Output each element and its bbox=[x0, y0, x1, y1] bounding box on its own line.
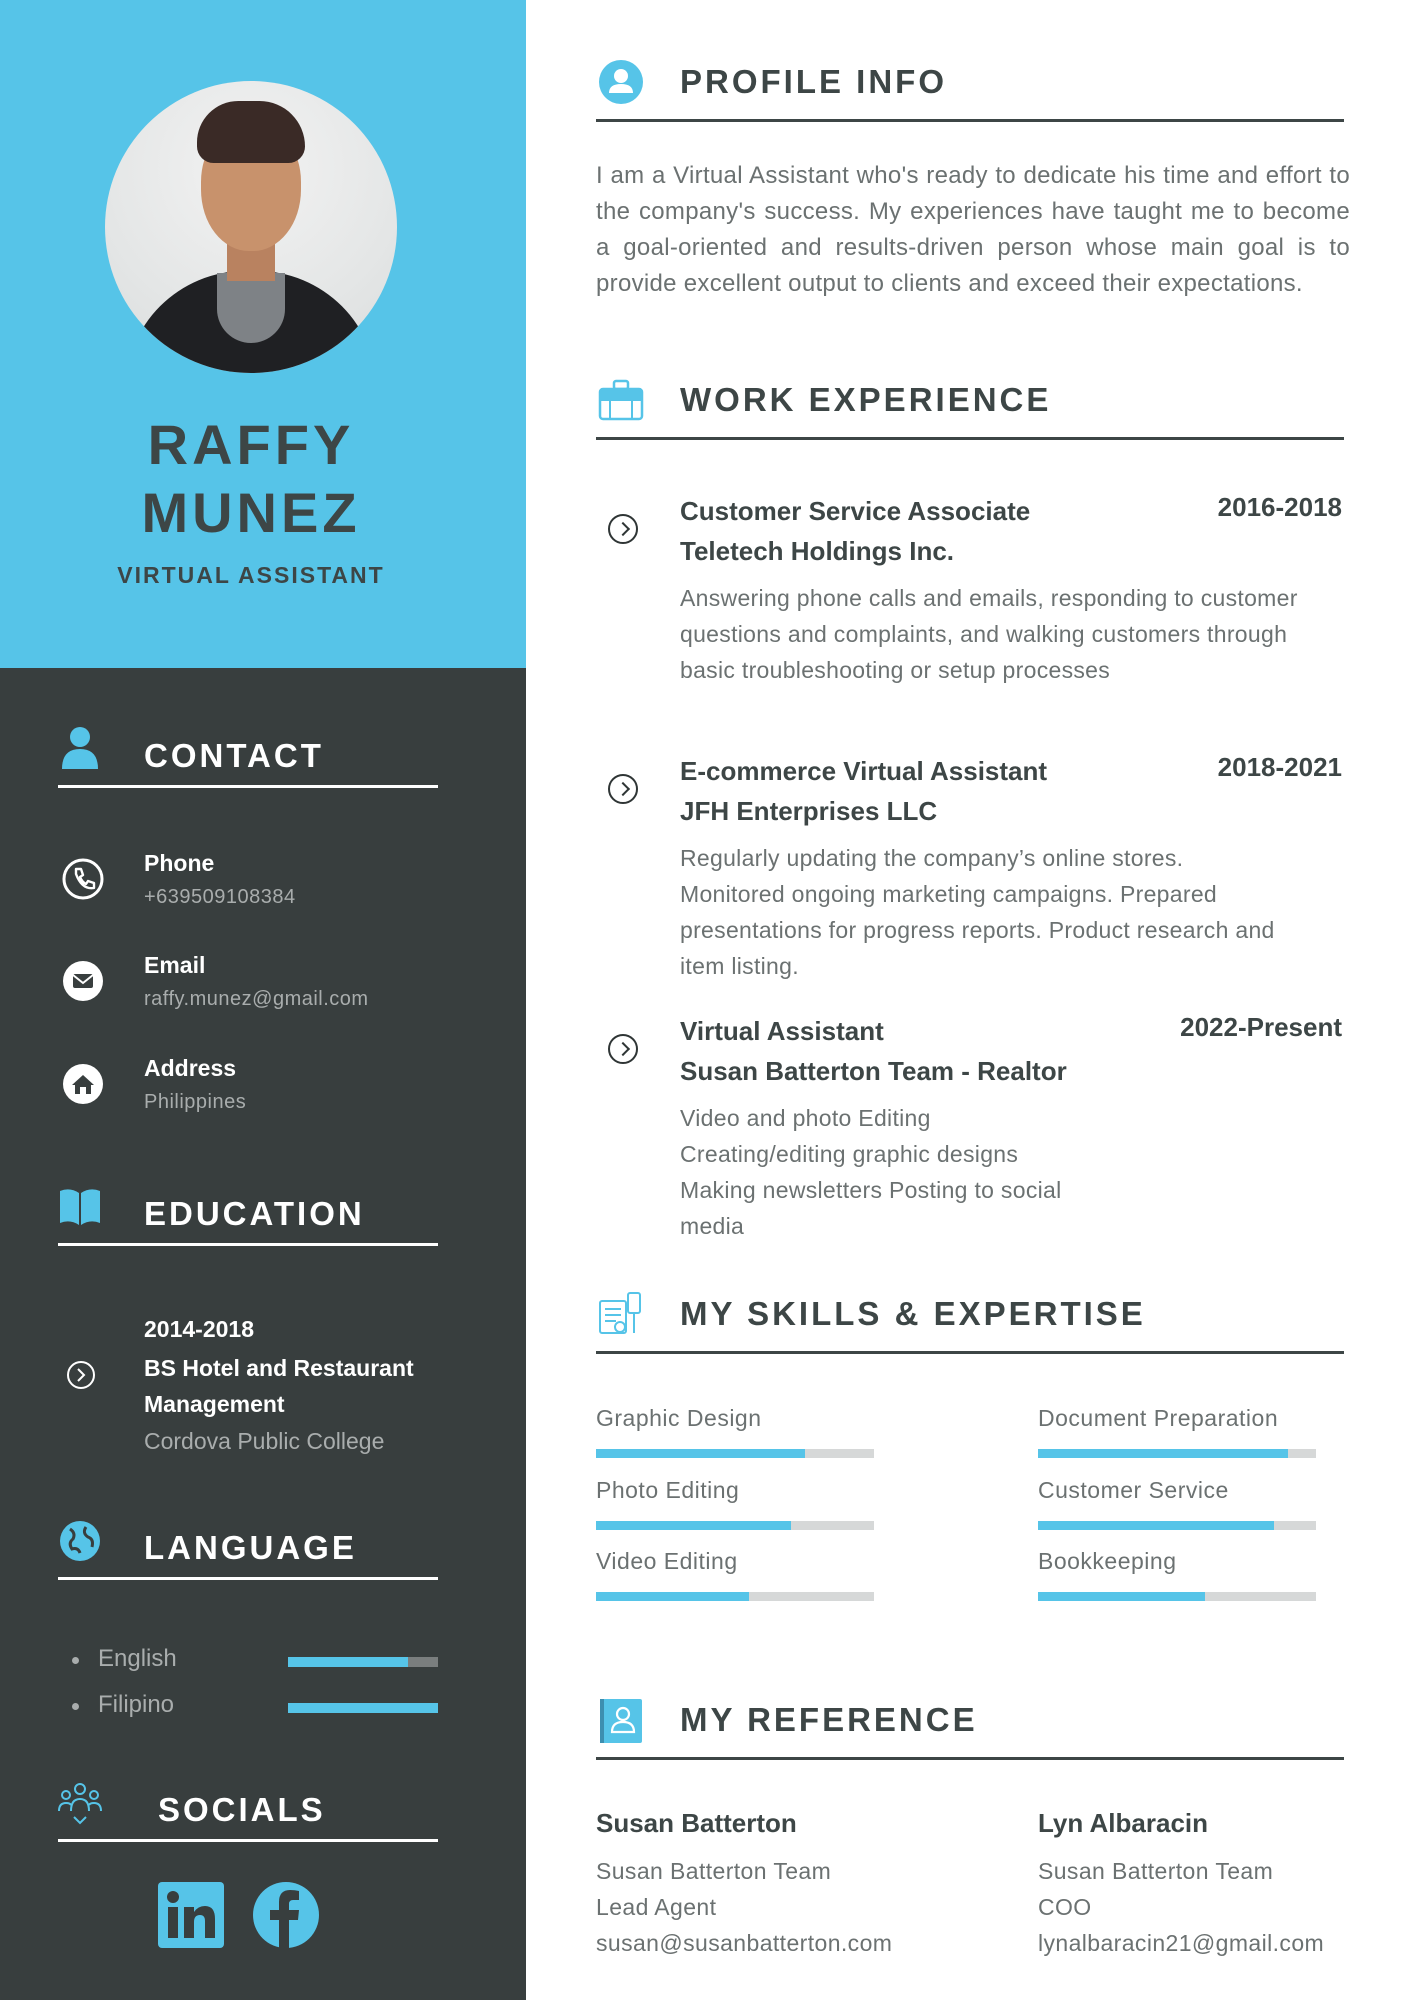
job-description: Video and photo Editing Creating/editing graphic designs Making newsletters Posting to social media bbox=[680, 1105, 1062, 1239]
job-description: Answering phone calls and emails, responding to customer questions and complaints, and walking customers through basic troubleshooting or setup processes bbox=[680, 585, 1298, 683]
skill-level-bar bbox=[1038, 1449, 1316, 1458]
skill-level-fill bbox=[1038, 1449, 1288, 1458]
contact-email bbox=[58, 952, 478, 1032]
reference-email[interactable]: susan@susanbatterton.com bbox=[596, 1930, 893, 1956]
job-years: 2022-Present bbox=[1180, 1012, 1342, 1042]
language-heading bbox=[58, 1520, 438, 1580]
skill-level-bar bbox=[1038, 1521, 1316, 1530]
contact-heading bbox=[58, 728, 438, 788]
job-company: Teletech Holdings Inc. bbox=[680, 536, 955, 566]
chevron-right-icon bbox=[608, 774, 638, 804]
reference-org: Susan Batterton Team bbox=[1038, 1858, 1274, 1884]
people-icon bbox=[58, 1779, 102, 1825]
work-title: WORK EXPERIENCE bbox=[680, 381, 1052, 418]
language-item bbox=[68, 1645, 448, 1675]
job-role: VIRTUAL ASSISTANT bbox=[117, 562, 385, 588]
reference-heading bbox=[596, 1696, 1344, 1760]
facebook-icon[interactable] bbox=[253, 1882, 319, 1948]
skill-item bbox=[1038, 1548, 1318, 1608]
user-circle-icon bbox=[598, 59, 644, 105]
skill-name: Photo Editing bbox=[596, 1477, 740, 1503]
contact-address bbox=[58, 1055, 478, 1135]
profile-photo bbox=[105, 81, 397, 373]
profile-text: I am a Virtual Assistant who's ready to dedicate his time and effort to the company's success. My experiences have taught me to become a goal-oriented and results-driven person whose main goal is to provide excellent output to clients and exceed their expectations. bbox=[596, 162, 1350, 297]
job-company: JFH Enterprises LLC bbox=[680, 796, 938, 826]
skill-level-fill bbox=[1038, 1592, 1205, 1601]
phone-icon bbox=[62, 858, 104, 900]
skills-title: MY SKILLS & EXPERTISE bbox=[680, 1295, 1146, 1332]
socials-title: SOCIALS bbox=[158, 1791, 326, 1828]
skill-level-bar bbox=[596, 1521, 874, 1530]
language-level-bar bbox=[288, 1703, 438, 1713]
reference-name: Lyn Albaracin bbox=[1038, 1808, 1209, 1838]
language-item bbox=[68, 1691, 448, 1721]
book-icon bbox=[58, 1183, 102, 1229]
job-title: Customer Service Associate bbox=[680, 496, 1031, 526]
skills-heading bbox=[596, 1290, 1344, 1354]
job-company: Susan Batterton Team - Realtor bbox=[680, 1056, 1067, 1086]
skill-item bbox=[596, 1548, 876, 1608]
skill-item bbox=[1038, 1405, 1338, 1465]
job-years: 2016-2018 bbox=[1217, 492, 1342, 522]
email-value[interactable]: raffy.munez@gmail.com bbox=[144, 988, 369, 1010]
language-level-fill bbox=[288, 1703, 438, 1713]
briefcase-icon bbox=[598, 377, 644, 423]
education-title: EDUCATION bbox=[144, 1195, 365, 1232]
skill-level-bar bbox=[596, 1449, 874, 1458]
email-icon bbox=[62, 960, 104, 1002]
header-panel bbox=[0, 0, 526, 668]
chevron-right-icon bbox=[66, 1360, 96, 1390]
skill-level-bar bbox=[596, 1592, 874, 1601]
language-name: Filipino bbox=[98, 1691, 175, 1718]
phone-value[interactable]: +639509108384 bbox=[144, 886, 296, 908]
skill-item bbox=[596, 1477, 876, 1537]
sidebar bbox=[0, 0, 526, 2000]
reference-title: MY REFERENCE bbox=[680, 1701, 978, 1738]
language-title: LANGUAGE bbox=[144, 1529, 357, 1566]
skill-name: Graphic Design bbox=[596, 1405, 762, 1431]
profile-heading bbox=[596, 58, 1344, 122]
education-heading bbox=[58, 1186, 438, 1246]
skill-level-fill bbox=[596, 1592, 749, 1601]
skill-item bbox=[596, 1405, 876, 1465]
contact-phone bbox=[58, 850, 478, 930]
job-description: Regularly updating the company’s online stores. Monitored ongoing marketing campaigns. Prepared presentations for progress reports. Product research and item listing. bbox=[680, 845, 1275, 979]
job-years: 2018-2021 bbox=[1217, 752, 1342, 782]
education-years: 2014-2018 bbox=[144, 1316, 254, 1342]
profile-title: PROFILE INFO bbox=[680, 63, 947, 100]
linkedin-icon[interactable] bbox=[158, 1882, 224, 1948]
skill-level-fill bbox=[596, 1449, 805, 1458]
chevron-right-icon bbox=[608, 514, 638, 544]
socials-heading bbox=[58, 1782, 438, 1842]
language-name: English bbox=[98, 1645, 177, 1672]
globe-icon bbox=[58, 1517, 102, 1563]
reference-entry bbox=[1038, 1808, 1398, 1961]
skill-level-fill bbox=[596, 1521, 791, 1530]
language-level-bar bbox=[288, 1657, 438, 1667]
skill-level-bar bbox=[1038, 1592, 1316, 1601]
phone-label: Phone bbox=[144, 850, 215, 876]
skill-name: Video Editing bbox=[596, 1548, 738, 1574]
skill-level-fill bbox=[1038, 1521, 1274, 1530]
person-icon bbox=[58, 725, 102, 771]
reference-position: Lead Agent bbox=[596, 1894, 717, 1920]
reference-position: COO bbox=[1038, 1894, 1092, 1920]
job-title: Virtual Assistant bbox=[680, 1016, 884, 1046]
skill-name: Bookkeeping bbox=[1038, 1548, 1177, 1574]
contact-card-icon bbox=[598, 1697, 644, 1743]
reference-entry bbox=[596, 1808, 956, 1961]
skill-item bbox=[1038, 1477, 1318, 1537]
skill-name: Document Preparation bbox=[1038, 1405, 1279, 1431]
work-heading bbox=[596, 376, 1344, 440]
contact-title: CONTACT bbox=[144, 737, 324, 774]
chevron-right-icon bbox=[608, 1034, 638, 1064]
education-degree: BS Hotel and Restaurant Management bbox=[144, 1355, 414, 1417]
home-icon bbox=[62, 1063, 104, 1105]
reference-email[interactable]: lynalbaracin21@gmail.com bbox=[1038, 1930, 1325, 1956]
email-label: Email bbox=[144, 952, 206, 978]
reference-org: Susan Batterton Team bbox=[596, 1858, 832, 1884]
skill-name: Customer Service bbox=[1038, 1477, 1229, 1503]
education-school: Cordova Public College bbox=[144, 1428, 385, 1454]
address-value: Philippines bbox=[144, 1091, 247, 1113]
address-label: Address bbox=[144, 1055, 237, 1081]
tools-icon bbox=[598, 1291, 644, 1337]
reference-name: Susan Batterton bbox=[596, 1808, 797, 1838]
first-name: RAFFY bbox=[147, 413, 355, 476]
last-name: MUNEZ bbox=[141, 481, 361, 544]
language-level-fill bbox=[288, 1657, 408, 1667]
job-title: E-commerce Virtual Assistant bbox=[680, 756, 1048, 786]
